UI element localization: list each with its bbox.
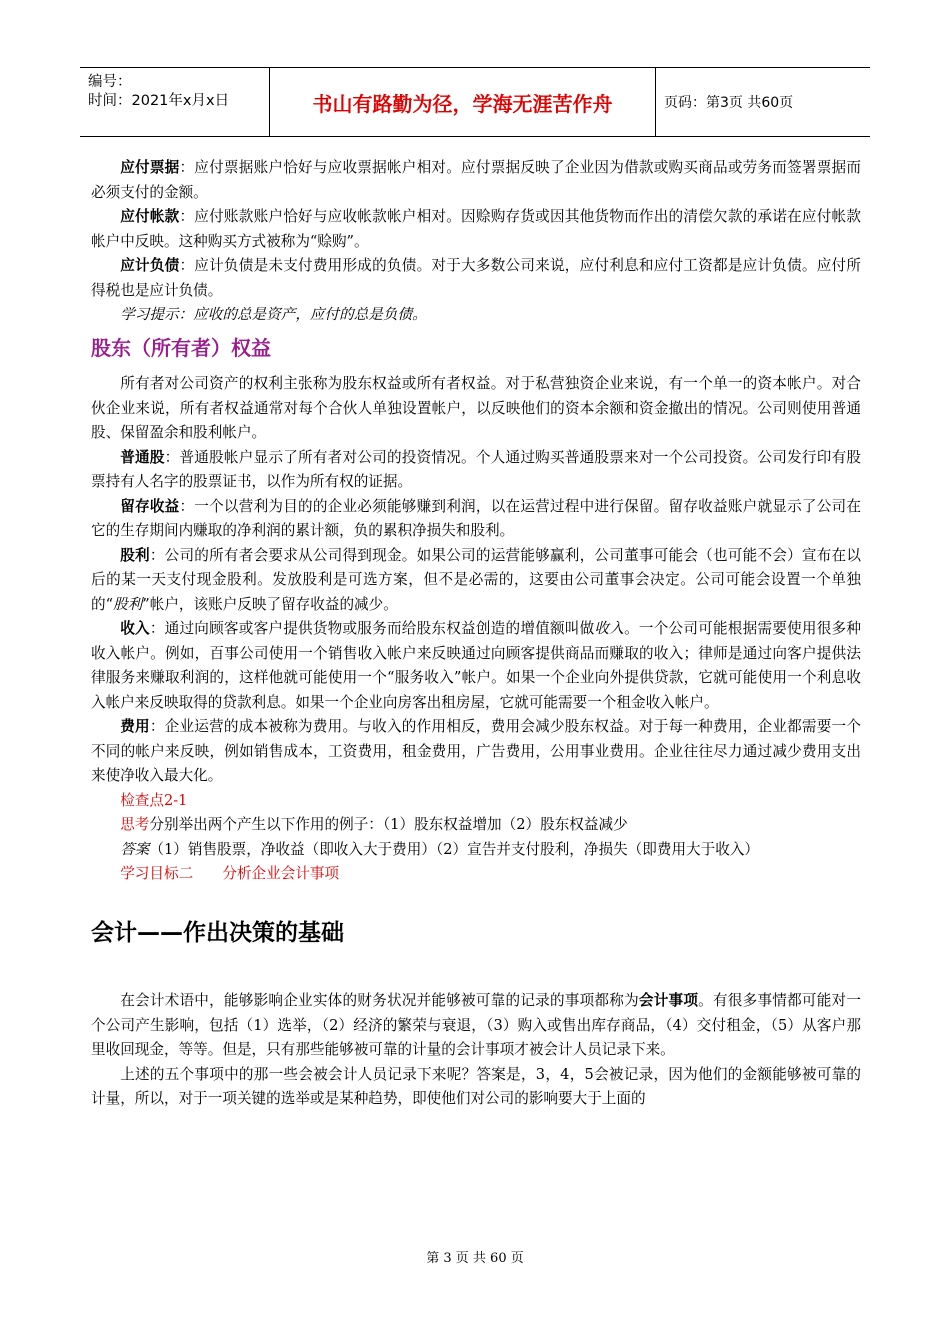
term: 会计事项: [638, 992, 699, 1009]
paragraph: 在会计术语中，能够影响企业实体的财务状况并能够被可靠的记录的事项都称为会计事项。有很多事情都可能对一个公司产生影响，包括（1）选举，（2）经济的繁荣与衰退，（3）购入或售出库存商品，（4）交付租金，（5）从客户那里收回现金，等等。但是，只有那些能够被可靠的计量的会计事项才被会计人员记录下来。: [91, 992, 861, 1058]
paragraph: 上述的五个事项中的那一些会被会计人员记录下来呢？答案是，3，4，5会被记录，因为他们的金额能够被可靠的计量，所以，对于一项关键的选举或是某种趋势，即使他们对公司的影响要大于上面的: [91, 1065, 861, 1107]
think-question: 思考分别举出两个产生以下作用的例子：（1）股东权益增加（2）股东权益减少: [120, 816, 628, 833]
paragraph: 股利：公司的所有者会要求从公司得到现金。如果公司的运营能够赢利，公司董事可能会（也可能不会）宣布在以后的某一天支付现金股利。发放股利是可选方案，但不是必需的，这要由公司董事会决定。公司可能会设置一个单独的“股利”帐户，该账户反映了留存收益的减少。: [91, 546, 861, 613]
paragraph: 应付帐款：应付账款账户恰好与应收帐款帐户相对。因赊购存货或因其他货物而作出的清偿欠款的承诺在应付帐款帐户中反映。这种购买方式被称为“赊购”。: [91, 208, 861, 250]
paragraph: 应计负债：应计负债是未支付费用形成的负债。对于大多数公司来说，应付利息和应付工资都是应计负债。应付所得税也是应计负债。: [91, 257, 861, 299]
answer: 答案（1）销售股票，净收益（即收入大于费用）（2）宣告并支付股利，净损失（即费用大于收入）: [120, 840, 760, 858]
section-heading: 股东（所有者）权益: [91, 335, 271, 360]
paragraph: 所有者对公司资产的权利主张称为股东权益或所有者权益。对于私营独资企业来说，有一个单一的资本帐户。对合伙企业来说，所有者权益通常对每个合伙人单独设置帐户，以反映他们的资本余额和资金撤出的情况。公司则使用普通股、保留盈余和股利帐户。: [91, 375, 861, 441]
time-label: 时间：2021年x月x日: [88, 93, 230, 109]
paragraph: 收入：通过向顾客或客户提供货物或服务而给股东权益创造的增值额叫做收入。一个公司可能根据需要使用很多种收入帐户。例如，百事公司使用一个销售收入帐户来反映通过向顾客提供商品而赚取的收入；律师是通过向客户提供法律服务来赚取利润的，这样他就可能使用一个“服务收入”帐户。如果一个企业向外提供贷款，它就可能使用一个利息收入帐户来反映取得的贷款利息。如果一个企业向房客出租房屋，它就可能需要一个租金收入帐户。: [91, 620, 861, 711]
term: 普通股: [120, 448, 165, 466]
checkpoint-label: 检查点2-1: [120, 791, 188, 809]
paragraph: 留存收益：一个以营利为目的的企业必须能够赚到利润，以在运营过程中进行保留。留存收益账户就显示了公司在它的生存期间内赚取的净利润的累计额，负的累积净损失和股利。: [91, 497, 861, 539]
learning-goal: 学习目标二 分析企业会计事项: [120, 865, 340, 882]
paragraph: 费用：企业运营的成本被称为费用。与收入的作用相反，费用会减少股东权益。对于每一种费用，企业都需要一个不同的帐户来反映，例如销售成本，工资费用，租金费用，广告费用，公用事业费用。企业往往尽力通过减少费用支出来使净收入最大化。: [91, 718, 861, 784]
paragraph: 应付票据：应付票据账户恰好与应收票据帐户相对。应付票据反映了企业因为借款或购买商品或劳务而签署票据而必须支付的金额。: [91, 159, 861, 201]
term: 收入: [120, 620, 150, 637]
page-header: [80, 67, 870, 137]
code-label: 编号：: [88, 74, 132, 90]
term: 股利: [120, 546, 150, 564]
term: 费用: [120, 718, 150, 735]
header-meta: [80, 68, 270, 136]
header-page-info: 页码：第3页 共60页: [664, 95, 794, 111]
header-motto: 书山有路勤为径，学海无涯苦作舟: [270, 68, 656, 136]
term: 应计负债: [120, 257, 180, 274]
term: 应付票据: [120, 159, 180, 176]
main-heading: 会计——作出决策的基础: [91, 919, 344, 946]
term: 应付帐款: [120, 208, 180, 225]
study-tip: 学习提示：应收的总是资产，应付的总是负债。: [120, 306, 427, 323]
page-footer: 第 3 页 共 60 页: [426, 1251, 524, 1266]
term: 留存收益: [120, 497, 180, 515]
document-body: [91, 156, 861, 1112]
paragraph: 普通股：普通股帐户显示了所有者对公司的投资情况。个人通过购买普通股票来对一个公司投资。公司发行印有股票持有人名字的股票证书，以作为所有权的证据。: [91, 448, 861, 490]
